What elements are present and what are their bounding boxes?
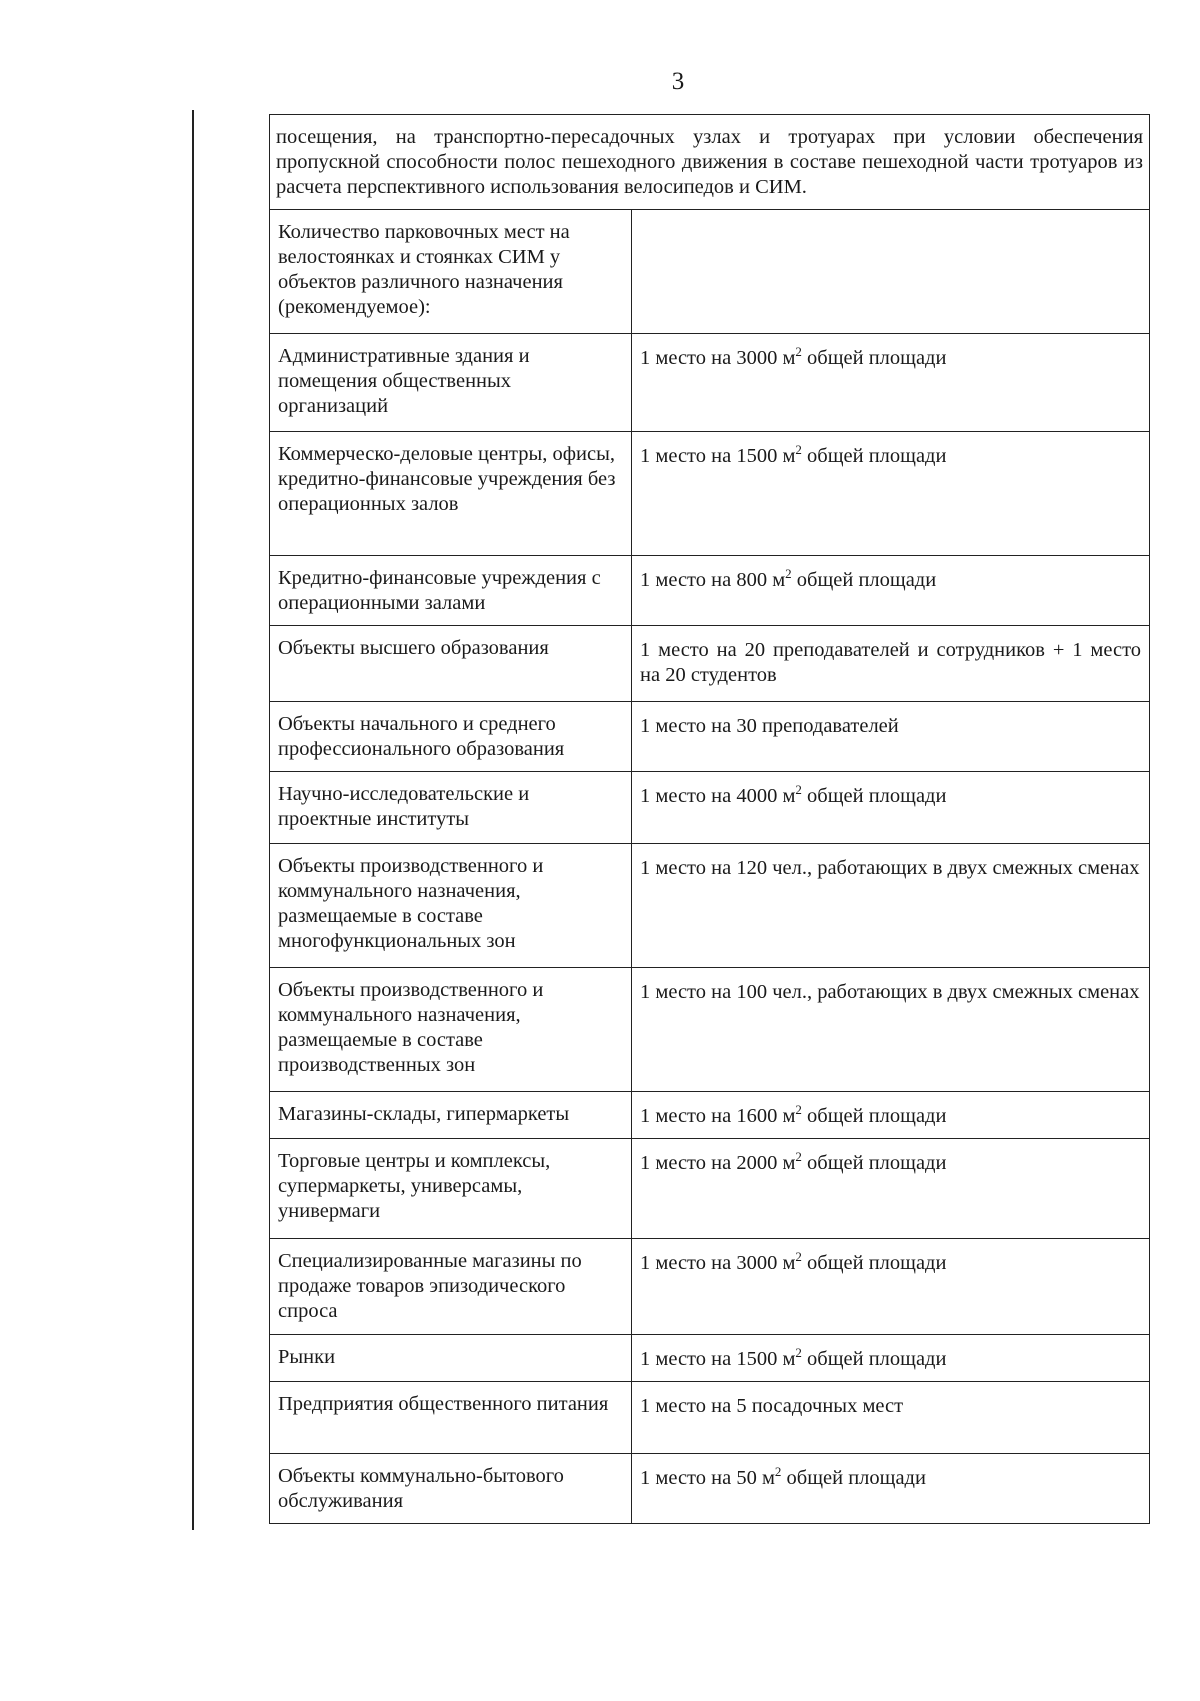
unit-superscript: 2: [785, 566, 792, 581]
table-row: [270, 432, 1150, 556]
table-row: [270, 1454, 1150, 1524]
table-row: [270, 1239, 1150, 1335]
row-label: Административные здания и помещения общественных организаций: [270, 334, 632, 432]
table-row: [270, 968, 1150, 1092]
row-label: Рынки: [270, 1335, 632, 1382]
row-value-text: 1 место на 5 посадочных мест: [640, 1395, 904, 1417]
unit-superscript: 2: [795, 344, 802, 359]
left-margin-line: [192, 110, 194, 1530]
unit-superscript: 2: [795, 1345, 802, 1360]
row-value: [632, 432, 1150, 556]
header-label: Количество парковочных мест на велостоянках и стоянках СИМ у объектов различного назначения (рекомендуемое):: [270, 210, 632, 334]
row-value-suffix: общей площади: [781, 1467, 926, 1489]
unit-superscript: 2: [795, 1249, 802, 1264]
row-value-suffix: общей площади: [801, 1105, 947, 1127]
row-value-text: 1 место на 4000 м: [640, 785, 796, 807]
row-value-suffix: общей площади: [801, 785, 947, 807]
table-row: [270, 1335, 1150, 1382]
row-value: [632, 1335, 1150, 1382]
page-number: 3: [671, 68, 685, 95]
row-label: Объекты коммунально-бытового обслуживания: [270, 1454, 632, 1524]
row-value-text: 1 место на 800 м: [640, 569, 786, 591]
row-value-text: 1 место на 3000 м: [640, 347, 796, 369]
row-value-text: 1 место на 1600 м: [640, 1105, 796, 1127]
row-value-suffix: общей площади: [801, 1348, 947, 1370]
unit-superscript: 2: [795, 1149, 802, 1164]
table-header-row: [270, 210, 1150, 334]
row-value-suffix: общей площади: [801, 1152, 947, 1174]
row-value: [632, 626, 1150, 702]
row-value: [632, 1454, 1150, 1524]
unit-superscript: 2: [795, 442, 802, 457]
row-value-text: 1 место на 1500 м: [640, 1348, 796, 1370]
row-label: Коммерческо-деловые центры, офисы, кредитно-финансовые учреждения без операционных залов: [270, 432, 632, 556]
row-label: Кредитно-финансовые учреждения с операционными залами: [270, 556, 632, 626]
row-label: Объекты производственного и коммунального назначения, размещаемые в составе производственных зон: [270, 968, 632, 1092]
row-value-suffix: общей площади: [801, 347, 947, 369]
row-label: Предприятия общественного питания: [270, 1382, 632, 1454]
table-row: [270, 556, 1150, 626]
row-label: Объекты начального и среднего профессионального образования: [270, 702, 632, 772]
row-value-text: 1 место на 100 чел., работающих в двух смежных сменах: [640, 981, 1140, 1003]
table-row: [270, 844, 1150, 968]
row-value-suffix: общей площади: [801, 1252, 947, 1274]
table-row: [270, 772, 1150, 844]
unit-superscript: 2: [795, 1102, 802, 1117]
row-label: Объекты высшего образования: [270, 626, 632, 702]
row-value: [632, 1382, 1150, 1454]
table-row: [270, 1139, 1150, 1239]
row-value: [632, 702, 1150, 772]
table-row: [270, 702, 1150, 772]
row-label: Торговые центры и комплексы, супермаркеты, универсамы, универмаги: [270, 1139, 632, 1239]
row-value: [632, 556, 1150, 626]
row-label: Научно-исследовательские и проектные институты: [270, 772, 632, 844]
row-value: [632, 968, 1150, 1092]
unit-superscript: 2: [795, 782, 802, 797]
row-label: Магазины-склады, гипермаркеты: [270, 1092, 632, 1139]
table-row: [270, 626, 1150, 702]
row-value: [632, 772, 1150, 844]
row-value: [632, 334, 1150, 432]
row-value: [632, 1139, 1150, 1239]
parking-norms-table: [269, 114, 1150, 1524]
row-value-text: 1 место на 120 чел., работающих в двух смежных сменах: [640, 857, 1140, 879]
row-value: [632, 1239, 1150, 1335]
row-label: Объекты производственного и коммунального назначения, размещаемые в составе многофункциональных зон: [270, 844, 632, 968]
row-label: Специализированные магазины по продаже товаров эпизодического спроса: [270, 1239, 632, 1335]
unit-superscript: 2: [774, 1464, 782, 1479]
table-row: [270, 1382, 1150, 1454]
intro-text: посещения, на транспортно-пересадочных узлах и тротуарах при условии обеспечения пропускной способности полос пешеходного движения в составе пешеходной части тротуаров из расчета перспективного использования велосипедов и СИМ.: [270, 115, 1150, 210]
row-value: [632, 844, 1150, 968]
row-value-suffix: общей площади: [801, 445, 947, 467]
row-value-text: 1 место на 2000 м: [640, 1152, 796, 1174]
header-value: [632, 210, 1150, 334]
table-row: [270, 1092, 1150, 1139]
row-value-suffix: общей площади: [791, 569, 937, 591]
row-value-text: 1 место на 50 м: [640, 1467, 775, 1489]
row-value-text: 1 место на 3000 м: [640, 1252, 796, 1274]
row-value-text: 1 место на 1500 м: [640, 445, 796, 467]
row-value: [632, 1092, 1150, 1139]
row-value-text: 1 место на 20 преподавателей и сотрудников + 1 место на 20 студентов: [640, 639, 1142, 686]
row-value-text: 1 место на 30 преподавателей: [640, 715, 899, 737]
intro-row: [270, 115, 1150, 210]
table-row: [270, 334, 1150, 432]
